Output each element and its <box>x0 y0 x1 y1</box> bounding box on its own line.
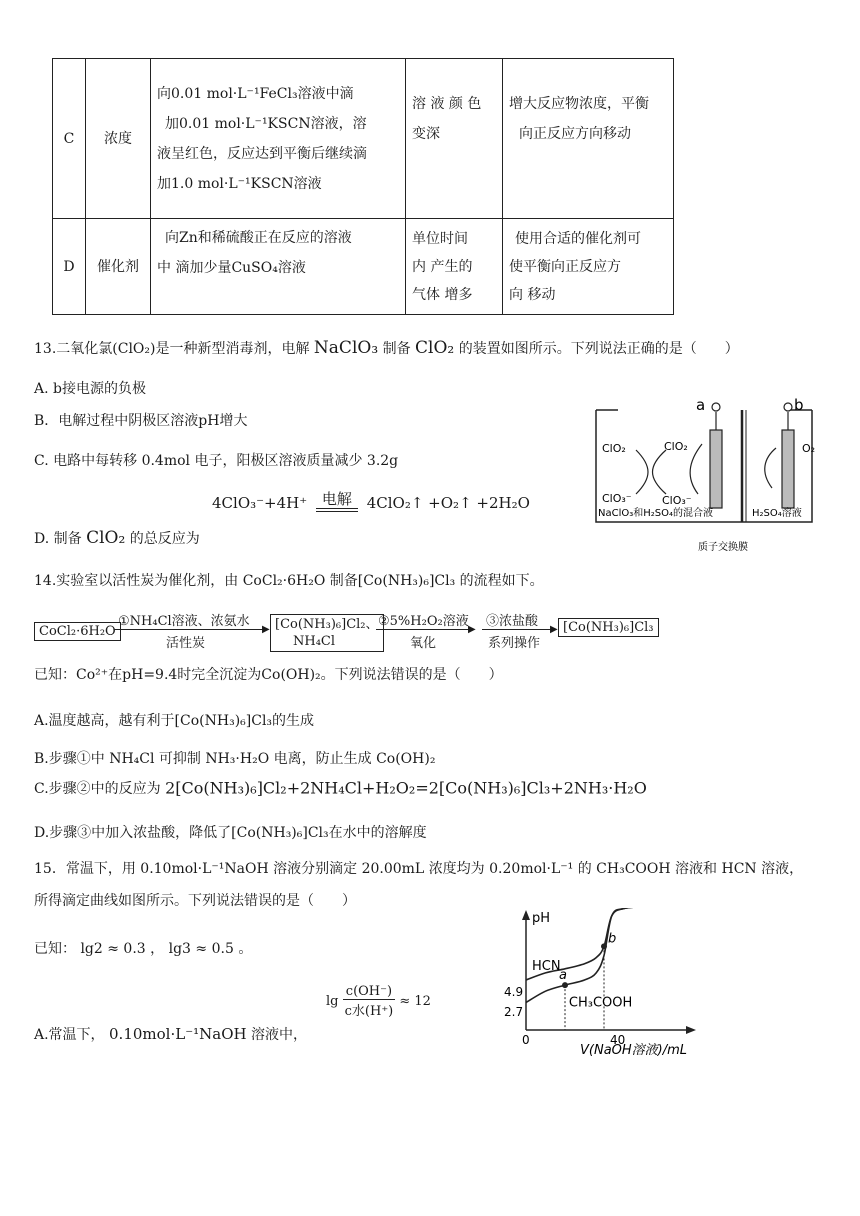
series-label-hcn: HCN <box>532 959 561 975</box>
flow-box-product: [Co(NH₃)₆]Cl₃ <box>558 618 659 637</box>
q14-stem: 14.实验室以活性炭为催化剂，由 CoCl₂·6H₂O 制备[Co(NH₃)₆]Cl₃ 的流程如下。 <box>34 573 544 589</box>
q13-option-c: C. 电路中每转移 0.4mol 电子，阳极区溶液质量减少 3.2g <box>34 453 399 469</box>
y-tick-label: 2.7 <box>504 1005 524 1019</box>
q15-known <box>34 938 252 958</box>
q15-stem-text: 溶液和 <box>675 861 718 877</box>
x-axis-arrow <box>686 1026 696 1034</box>
q13-option-d-text: D. 制备 <box>34 531 82 547</box>
operation-line: 中 滴加少量CuSO₄溶液 <box>157 260 306 276</box>
series-label-ch3cooh: CH₃COOH <box>568 995 633 1011</box>
q15-option-a-frac <box>326 984 431 1019</box>
q13-option-d-text: 的总反应为 <box>129 531 200 547</box>
q14-known: 已知：Co²⁺在pH=9.4时完全沉淀为Co(OH)₂。下列说法错误的是（ ） <box>34 667 503 683</box>
flow-arrow-1-head: ▶ <box>262 624 270 635</box>
conclusion-line: 增大反应物浓度，平衡 <box>509 96 649 112</box>
q13-option-d <box>34 528 200 548</box>
label-clo2-left: ClO₂ <box>602 442 626 455</box>
frac-lg: lg <box>326 994 339 1009</box>
operation-line: 液呈红色，反应达到平衡后继续滴 <box>157 145 367 162</box>
equation-arrow <box>316 490 358 512</box>
point-b-label: b <box>608 931 617 947</box>
fraction <box>343 984 396 1019</box>
phenomenon-line: 内 产生的 <box>412 258 473 275</box>
q15-stem-text: 浓度均为 <box>428 861 485 877</box>
row-factor: 浓度 <box>86 59 151 219</box>
q13-stem-text: 13.二氧化氯(ClO₂)是一种新型消毒剂，电解 <box>34 341 310 357</box>
q13-formula: ClO₂ <box>86 528 126 548</box>
q15-stem-text: 溶液， <box>761 861 804 877</box>
reaction-arrow-left <box>636 450 648 494</box>
phenomenon-line: 气体 增多 <box>412 286 473 303</box>
label-clo3-mid: ClO₃⁻ <box>662 494 692 507</box>
electrode-b-label: b <box>794 396 804 414</box>
q14-option-c <box>34 778 647 798</box>
electrode-b-terminal <box>784 403 792 411</box>
q15-formula: 0.20mol·L⁻¹ <box>489 861 574 877</box>
flow-box-start: CoCl₂·6H₂O <box>34 622 121 641</box>
electrolysis-diagram <box>590 392 830 562</box>
frac-result: ≈ 12 <box>399 994 431 1009</box>
q15-known-lg2: lg2 ≈ 0.3 <box>80 941 146 957</box>
phenomenon-line: 溶 液 颜 色 <box>412 96 482 112</box>
reaction-arrow-right <box>653 450 667 494</box>
conclusion-line: 使平衡向正反应方 <box>509 258 621 275</box>
equation-double-line <box>316 508 358 512</box>
flow-step1-top: ①NH₄Cl溶液、浓氨水 <box>118 614 250 629</box>
q13-stem <box>34 338 739 358</box>
table-row <box>53 219 674 315</box>
q13-formula: NaClO₃ <box>313 338 379 358</box>
q15-option-a-text: A.常温下， <box>34 1027 105 1043</box>
electrode-b <box>782 430 794 508</box>
conclusion-line: 使用合适的催化剂可 <box>515 230 641 247</box>
q13-stem-text: 制备 <box>382 341 411 357</box>
row-operation <box>151 59 406 219</box>
conclusion-line: 向 移动 <box>509 286 556 303</box>
label-o2: O₂ <box>802 442 816 455</box>
row-conclusion <box>503 59 674 219</box>
reaction-arrow-b <box>765 448 776 488</box>
phenomenon-line: 变深 <box>412 126 440 142</box>
equation-right: 4ClO₂↑ +O₂↑ +2H₂O <box>366 494 530 512</box>
q14-option-d: D.步骤③中加入浓盐酸，降低了[Co(NH₃)₆]Cl₃在水中的溶解度 <box>34 825 427 841</box>
fraction-denominator: c水(H⁺) <box>344 1004 394 1019</box>
x-tick-label: 40 <box>610 1033 626 1047</box>
row-factor: 催化剂 <box>86 219 151 315</box>
point-a-label: a <box>559 968 567 984</box>
origin-label: 0 <box>522 1033 530 1047</box>
q15-option-a <box>34 1024 307 1044</box>
electrode-a <box>710 430 722 508</box>
row-conclusion <box>503 219 674 315</box>
experiment-table <box>52 58 674 315</box>
flow-arrow-3 <box>482 629 554 630</box>
flow-step1-bottom: 活性炭 <box>166 636 206 651</box>
operation-line: 加1.0 mol·L⁻¹KSCN溶液 <box>157 175 322 192</box>
electrode-a-terminal <box>712 403 720 411</box>
reaction-arrow-a <box>690 444 702 494</box>
row-phenomenon <box>406 59 503 219</box>
q15-known-text: 已知： <box>34 941 76 957</box>
q13-option-b: B．电解过程中阴极区溶液pH增大 <box>34 413 248 429</box>
operation-line: 向Zn和稀硫酸正在反应的溶液 <box>165 230 352 246</box>
row-phenomenon <box>406 219 503 315</box>
flow-step3-bottom: 系列操作 <box>488 636 541 651</box>
y-axis-label: pH <box>532 911 551 926</box>
label-membrane: 质子交换膜 <box>698 542 748 553</box>
q15-formula: 0.10mol·L⁻¹NaOH <box>109 1025 247 1043</box>
equation-left: 4ClO₃⁻+4H⁺ <box>212 494 308 512</box>
q15-formula: HCN <box>721 861 757 877</box>
q15-formula: CH₃COOH <box>596 861 671 877</box>
label-right-solution: H₂SO₄溶液 <box>752 508 802 519</box>
operation-line: 向0.01 mol·L⁻¹FeCl₃溶液中滴 <box>157 85 354 102</box>
q15-formula: 0.10mol·L⁻¹NaOH <box>140 861 269 877</box>
q15-known-text: 。 <box>238 941 253 957</box>
flow-box-intermediate <box>270 614 384 652</box>
q15-option-a-text: 溶液中， <box>251 1027 308 1043</box>
row-letter: C <box>53 59 86 219</box>
equation-condition: 电解 <box>321 490 352 508</box>
electrode-a-label: a <box>696 396 706 414</box>
flow-box-intermediate-line: [Co(NH₃)₆]Cl₂、 <box>275 617 379 632</box>
q15-stem-text: 15．常温下，用 <box>34 861 136 877</box>
q13-stem-text: 的装置如图所示。下列说法正确的是（ ） <box>458 341 739 357</box>
flow-arrow-1 <box>114 629 266 630</box>
flow-step2-top: ②5%H₂O₂溶液 <box>378 614 469 629</box>
label-clo2-mid: ClO₂ <box>664 440 688 453</box>
q14-option-c-text: C.步骤②中的反应为 <box>34 781 161 797</box>
cell-outline <box>596 410 812 522</box>
q14-option-b: B.步骤①中 NH₄Cl 可抑制 NH₃·H₂O 电离，防止生成 Co(OH)₂ <box>34 751 436 767</box>
q13-option-a: A. b接电源的负极 <box>34 381 146 397</box>
fraction-numerator: c(OH⁻) <box>343 984 396 1000</box>
phenomenon-line: 单位时间 <box>412 230 468 247</box>
label-left-solution: NaClO₃和H₂SO₄的混合液 <box>598 508 714 519</box>
flow-box-intermediate-line: NH₄Cl <box>293 634 336 649</box>
q15-stem-line2: 所得滴定曲线如图所示。下列说法错误的是（ ） <box>34 893 356 909</box>
q15-known-text: ， <box>150 941 165 957</box>
q15-stem <box>34 858 803 878</box>
q14-option-c-equation: 2[Co(NH₃)₆]Cl₂+2NH₄Cl+H₂O₂=2[Co(NH₃)₆]Cl₃+2NH₃·H₂O <box>165 778 647 798</box>
q15-stem-text: 溶液分别滴定 <box>273 861 358 877</box>
flow-step3-top: ③浓盐酸 <box>486 614 539 629</box>
q14-option-a: A.温度越高，越有利于[Co(NH₃)₆]Cl₃的生成 <box>34 713 315 729</box>
x-axis-label: V(NaOH溶液)/mL <box>580 1043 688 1058</box>
row-operation <box>151 219 406 315</box>
y-axis-arrow <box>522 910 530 920</box>
flow-arrow-3-head: ▶ <box>550 624 558 635</box>
point-b <box>601 943 607 949</box>
table-row <box>53 59 674 219</box>
titration-chart <box>500 908 710 1058</box>
label-clo3-left: ClO₃⁻ <box>602 492 632 505</box>
y-tick-label: 4.9 <box>504 985 524 999</box>
q15-known-lg3: lg3 ≈ 0.5 <box>168 941 234 957</box>
row-letter: D <box>53 219 86 315</box>
operation-line: 加0.01 mol·L⁻¹KSCN溶液，溶 <box>165 115 367 132</box>
flow-arrow-2 <box>376 629 472 630</box>
flow-step2-bottom: 氧化 <box>410 636 437 651</box>
flow-arrow-2-head: ▶ <box>468 624 476 635</box>
q15-stem-text: 的 <box>577 861 592 877</box>
q15-formula: 20.00mL <box>361 861 425 877</box>
q13-equation <box>212 490 530 512</box>
q13-formula: ClO₂ <box>415 338 455 358</box>
conclusion-line: 向正反应方向移动 <box>519 126 631 142</box>
